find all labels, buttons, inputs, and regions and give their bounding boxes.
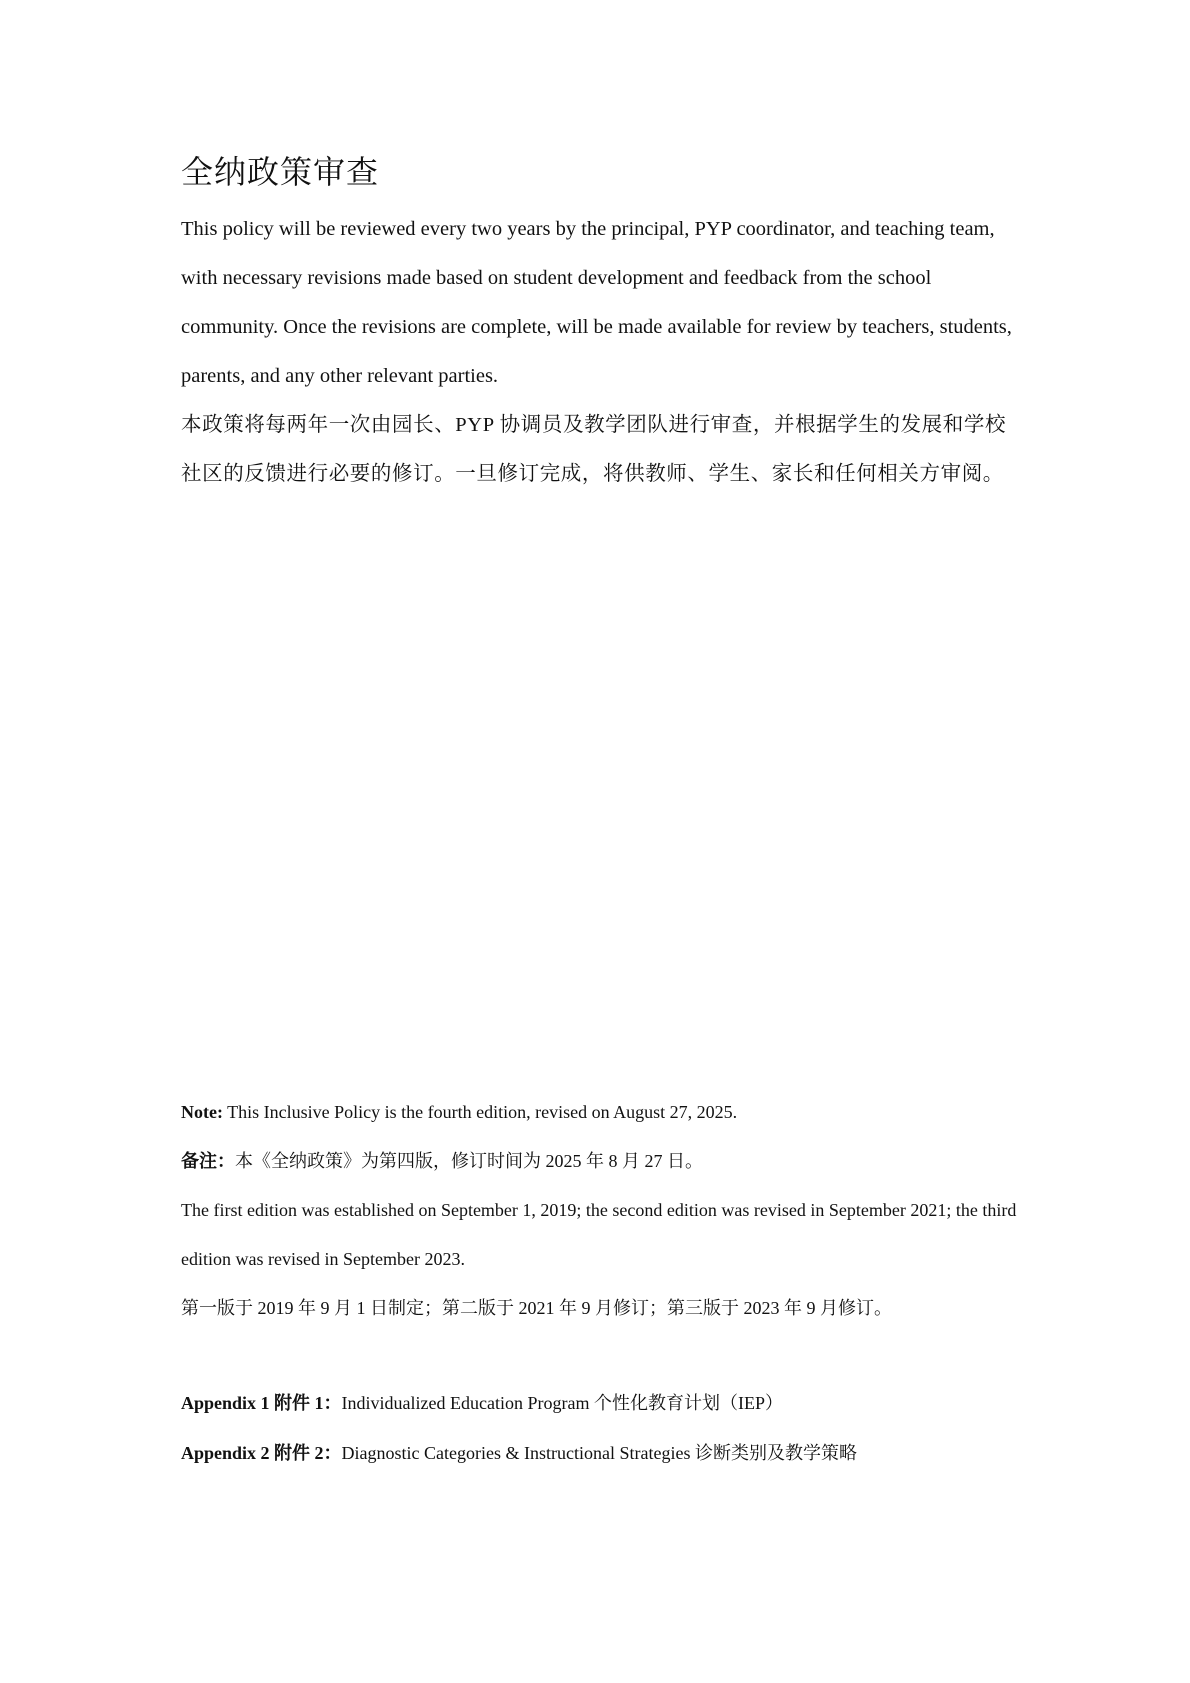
note-en [181, 1088, 1021, 1137]
note-text-zh: 本《全纳政策》为第四版，修订时间为 2025 年 8 月 27 日。 [235, 1151, 703, 1171]
appendix-title: Individualized Education Program 个性化教育计划（IEP） [341, 1393, 783, 1413]
appendix-item-2 [181, 1428, 1021, 1478]
appendix-list [181, 1378, 1021, 1478]
edition-history-en: The first edition was established on September 1, 2019; the second edition was revised in September 2021; the third edition was revised in September 2023. [181, 1200, 1017, 1269]
note-text-en: This Inclusive Policy is the fourth edition, revised on August 27, 2025. [222, 1102, 738, 1122]
appendix-item-1 [181, 1378, 1021, 1428]
note-label-en: Note: [181, 1102, 223, 1122]
appendix-label: Appendix 1 附件 1： [181, 1393, 342, 1413]
edition-history-zh: 第一版于 2019 年 9 月 1 日制定；第二版于 2021 年 9 月修订；第三版于 2023 年 9 月修订。 [181, 1298, 892, 1318]
body-paragraph-zh: 本政策将每两年一次由园长、PYP 协调员及教学团队进行审查，并根据学生的发展和学校社区的反馈进行必要的修订。一旦修订完成，将供教师、学生、家长和任何相关方审阅。 [181, 414, 1007, 485]
body-paragraph-en: This policy will be reviewed every two years by the principal, PYP coordinator, and teaching team, with necessary revisions made based on student development and feedback from the school community. Once the revisions are complete, will be made available for review by teachers, students, parents, and any other relevant parties. [181, 218, 1012, 387]
edition-notes [181, 1088, 1021, 1333]
appendix-title: Diagnostic Categories & Instructional Strategies 诊断类别及教学策略 [341, 1443, 857, 1463]
section-title: 全纳政策审查 [181, 154, 380, 190]
section-body [181, 205, 1021, 499]
note-label-zh: 备注： [181, 1151, 235, 1171]
note-zh [181, 1137, 1021, 1186]
appendix-label: Appendix 2 附件 2： [181, 1443, 342, 1463]
